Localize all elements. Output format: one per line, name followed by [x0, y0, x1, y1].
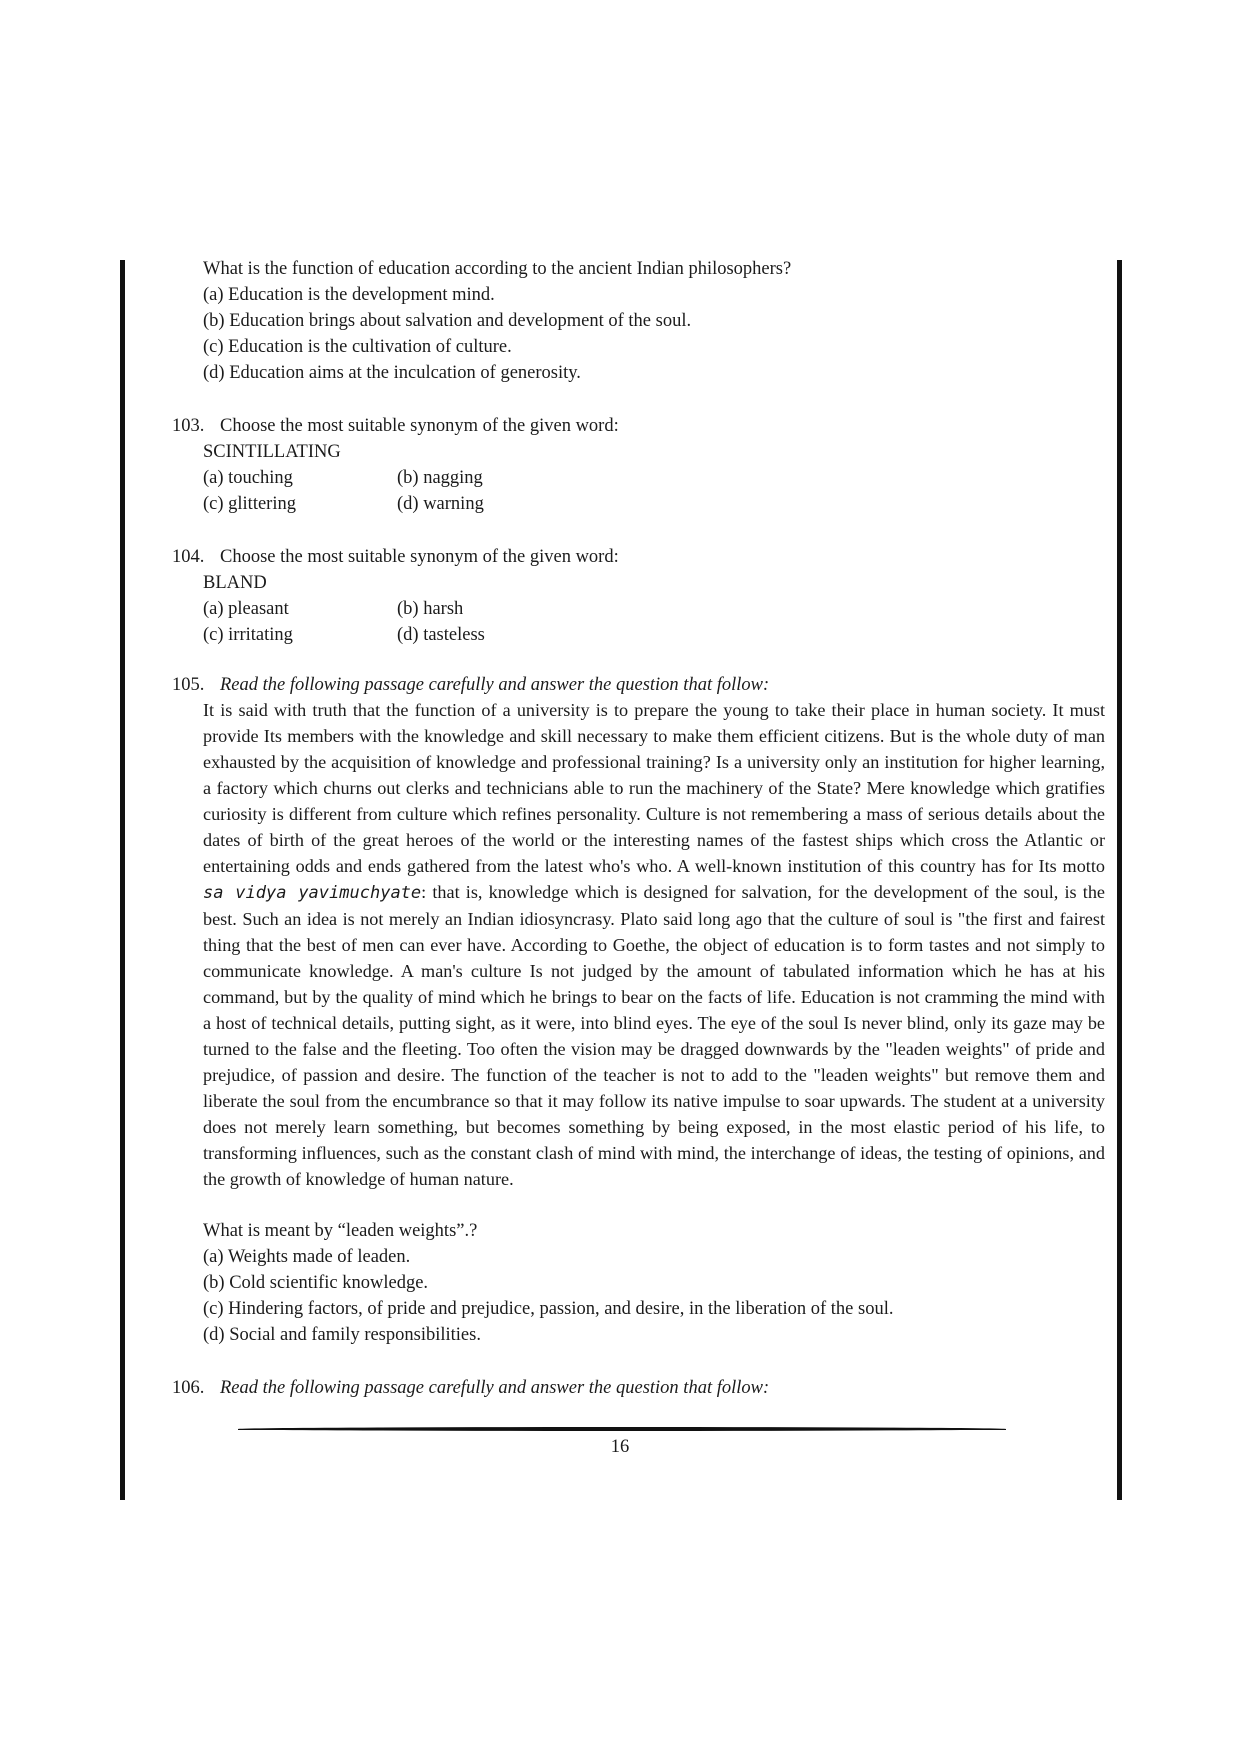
q104-number: 104. [172, 547, 205, 567]
q104-prompt: Choose the most suitable synonym of the given word: [220, 547, 619, 567]
page-number: 16 [610, 1437, 630, 1457]
q102-option-d: (d) Education aims at the inculcation of generosity. [203, 363, 581, 383]
q103-prompt: Choose the most suitable synonym of the given word: [220, 416, 619, 436]
q102-option-b: (b) Education brings about salvation and development of the soul. [203, 311, 692, 331]
q106-instruction: Read the following passage carefully and answer the question that follow: [220, 1378, 770, 1398]
q105-motto: sa vidya yavimuchyate [203, 883, 422, 903]
q104-option-b: (b) harsh [397, 599, 464, 619]
q102-option-a: (a) Education is the development mind. [203, 285, 495, 305]
q105-passage-part1: It is said with truth that the function of a university is to prepare the young to take their place in human society. It must provide Its members with the knowledge and skill necessary to make them efficient citizens. But is the whole duty of man exhausted by the acquisition of knowledge and professional training? Is a university only an institution for higher learning, a factory which churns out clerks and technicians able to run the machinery of the State? Mere knowledge which gratifies curiosity is different from culture which refines personality. Culture is not remembering a mass of serious details about the dates of birth of the great heroes of the world or the interesting names of the fastest ships which cross the Atlantic or entertaining odds and ends gathered from the latest who's who. A well-known institution of this country has for Its motto [203, 700, 1105, 876]
q104-option-c: (c) irritating [203, 625, 293, 645]
q103-option-c: (c) glittering [203, 494, 296, 514]
q105-number: 105. [172, 675, 205, 695]
q104-option-a: (a) pleasant [203, 599, 289, 619]
q105-option-a: (a) Weights made of leaden. [203, 1247, 411, 1267]
q105-passage [203, 697, 1105, 1192]
q103-number: 103. [172, 416, 205, 436]
q103-option-a: (a) touching [203, 468, 293, 488]
q105-option-d: (d) Social and family responsibilities. [203, 1325, 481, 1345]
page-border-right [1117, 260, 1122, 1500]
q105-option-c: (c) Hindering factors, of pride and prejudice, passion, and desire, in the liberation of the soul. [203, 1299, 894, 1319]
q104-option-d: (d) tasteless [397, 625, 485, 645]
q105-question: What is meant by “leaden weights”.? [203, 1221, 478, 1241]
q106-number: 106. [172, 1378, 205, 1398]
q105-option-b: (b) Cold scientific knowledge. [203, 1273, 429, 1293]
page-border-left [120, 260, 125, 1500]
q103-option-d: (d) warning [397, 494, 484, 514]
q102-option-c: (c) Education is the cultivation of culture. [203, 337, 512, 357]
q104-word: BLAND [203, 573, 267, 593]
q103-word: SCINTILLATING [203, 442, 341, 462]
footer-rule-thin [238, 1429, 1006, 1430]
q105-passage-part2: : that is, knowledge which is designed for salvation, for the development of the soul, is the best. Such an idea is not merely an Indian idiosyncrasy. Plato said long ago that the culture of soul is "the first and fairest thing that the best of men can ever have. According to Goethe, the object of education is to form tastes and not simply to communicate knowledge. A man's culture Is not judged by the amount of tabulated information which he has at his command, but by the quality of mind which he brings to bear on the facts of life. Education is not cramming the mind with a host of technical details, putting sight, as it were, into blind eyes. The eye of the soul Is never blind, only its gaze may be turned to the false and the fleeting. Too often the vision may be dragged downwards by the "leaden weights" of pride and prejudice, of passion and desire. The function of the teacher is not to add to the "leaden weights" but remove them and liberate the soul from the encumbrance so that it may follow its native impulse to soar upwards. The student at a university does not merely learn something, but becomes something by being exposed, in the most elastic period of his life, to transforming influences, such as the constant clash of mind with mind, the interchange of ideas, the testing of opinions, and the growth of knowledge of human nature. [203, 882, 1106, 1189]
q105-instruction: Read the following passage carefully and answer the question that follow: [220, 675, 770, 695]
q102-question: What is the function of education according to the ancient Indian philosophers? [203, 259, 792, 279]
q103-option-b: (b) nagging [397, 468, 483, 488]
